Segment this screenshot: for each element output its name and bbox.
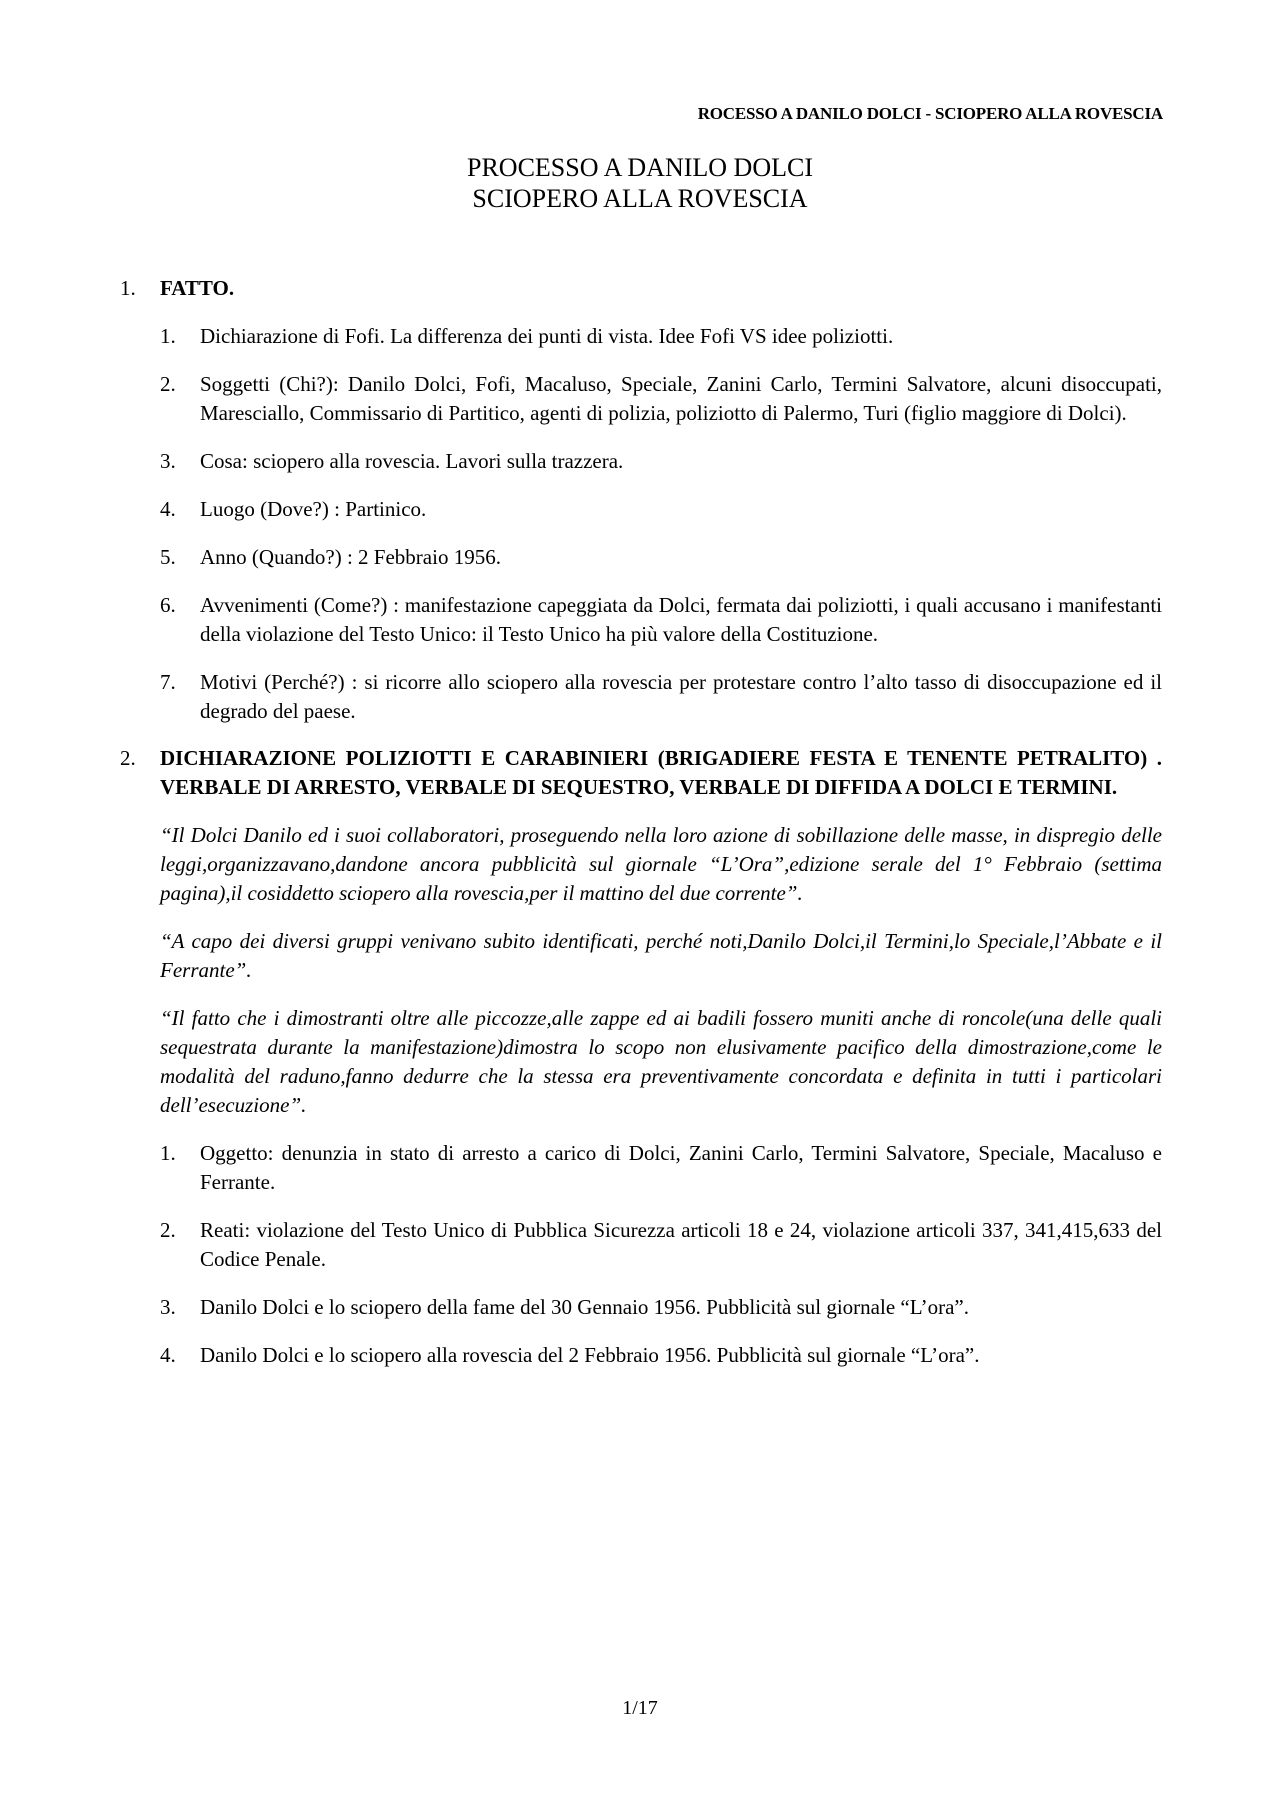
- list-item-text: Reati: violazione del Testo Unico di Pubblica Sicurezza articoli 18 e 24, violazione articoli 337, 341,415,633 del Codice Penale.: [200, 1218, 1162, 1271]
- list-item-number: 2.: [160, 372, 176, 396]
- list-item: [160, 1139, 1162, 1197]
- list-item-number: 4.: [160, 1343, 176, 1367]
- title-line-1: PROCESSO A DANILO DOLCI: [467, 153, 813, 182]
- list-item: [160, 1341, 1162, 1370]
- list-item: [160, 447, 1162, 476]
- list-item: [160, 543, 1162, 572]
- quote-paragraph: “Il Dolci Danilo ed i suoi collaboratori, proseguendo nella loro azione di sobillazione delle masse, in dispregio delle leggi,organizzavano,dandone ancora pubblicità sul giornale “L’Ora”,edizione serale del 1° Febbraio (settima pagina),il cosiddetto sciopero alla rovescia,per il mattino del due corrente”.: [160, 823, 1162, 905]
- running-header: ROCESSO A DANILO DOLCI - SCIOPERO ALLA ROVESCIA: [697, 104, 1163, 123]
- list-item-text: Danilo Dolci e lo sciopero della fame del 30 Gennaio 1956. Pubblicità sul giornale “L’ora”.: [200, 1295, 970, 1319]
- section-number: 2.: [120, 746, 136, 770]
- list-item: [160, 668, 1162, 726]
- quote-paragraph: “Il fatto che i dimostranti oltre alle piccozze,alle zappe ed ai badili fossero muniti anche di roncole(una delle quali sequestrata durante la manifestazione)dimostra lo scopo non elusivamente pacifico della dimostrazione,come le modalità del raduno,fanno dedurre che la stessa era preventivamente concordata e definita in tutti i particolari dell’esecuzione”.: [160, 1006, 1162, 1117]
- list-item-number: 6.: [160, 593, 176, 617]
- section-title: FATTO.: [160, 276, 235, 300]
- title-line-2: SCIOPERO ALLA ROVESCIA: [472, 184, 808, 213]
- list-item-text: Cosa: sciopero alla rovescia. Lavori sulla trazzera.: [200, 449, 624, 473]
- document-body: [120, 274, 1162, 1370]
- page-number: 1/17: [622, 1697, 658, 1719]
- list-item-number: 2.: [160, 1218, 176, 1242]
- list-item-number: 5.: [160, 545, 176, 569]
- list-item-text: Danilo Dolci e lo sciopero alla rovescia del 2 Febbraio 1956. Pubblicità sul giornale “L’ora”.: [200, 1343, 980, 1367]
- list-item: [160, 370, 1162, 428]
- list-item-text: Luogo (Dove?) : Partinico.: [200, 497, 427, 521]
- list-item-number: 7.: [160, 670, 176, 694]
- list-item-number: 3.: [160, 1295, 176, 1319]
- list-item-number: 1.: [160, 1141, 176, 1165]
- list-item-text: Oggetto: denunzia in stato di arresto a carico di Dolci, Zanini Carlo, Termini Salvatore, Speciale, Macaluso e Ferrante.: [200, 1141, 1162, 1194]
- quote-paragraph: “A capo dei diversi gruppi venivano subito identificati, perché noti,Danilo Dolci,il Termini,lo Speciale,l’Abbate e il Ferrante”.: [160, 929, 1162, 982]
- list-item-text: Avvenimenti (Come?) : manifestazione capeggiata da Dolci, fermata dai poliziotti, i quali accusano i manifestanti della violazione del Testo Unico: il Testo Unico ha più valore della Costituzione.: [200, 593, 1162, 646]
- list-item-number: 3.: [160, 449, 176, 473]
- document-title: [0, 152, 1280, 214]
- list-item-number: 4.: [160, 497, 176, 521]
- list-item-text: Motivi (Perché?) : si ricorre allo sciopero alla rovescia per protestare contro l’alto tasso di disoccupazione ed il degrado del paese.: [200, 670, 1162, 723]
- list-item: [160, 591, 1162, 649]
- section-title: DICHIARAZIONE POLIZIOTTI E CARABINIERI (BRIGADIERE FESTA E TENENTE PETRALITO) . VERBALE DI ARRESTO, VERBALE DI SEQUESTRO, VERBALE DI DIFFIDA A DOLCI E TERMINI.: [160, 746, 1162, 799]
- list-item-text: Dichiarazione di Fofi. La differenza dei punti di vista. Idee Fofi VS idee poliziotti.: [200, 324, 894, 348]
- list-item-text: Anno (Quando?) : 2 Febbraio 1956.: [200, 545, 501, 569]
- list-item-text: Soggetti (Chi?): Danilo Dolci, Fofi, Macaluso, Speciale, Zanini Carlo, Termini Salvatore, alcuni disoccupati, Maresciallo, Commissario di Partitico, agenti di polizia, poliziotto di Palermo, Turi (figlio maggiore di Dolci).: [200, 372, 1162, 425]
- list-item: [160, 322, 1162, 351]
- list-item: [160, 1293, 1162, 1322]
- list-item-number: 1.: [160, 324, 176, 348]
- section-2-heading: [120, 744, 1162, 802]
- list-item: [160, 1216, 1162, 1274]
- section-1-heading: [120, 274, 1162, 303]
- list-item: [160, 495, 1162, 524]
- section-number: 1.: [120, 276, 136, 300]
